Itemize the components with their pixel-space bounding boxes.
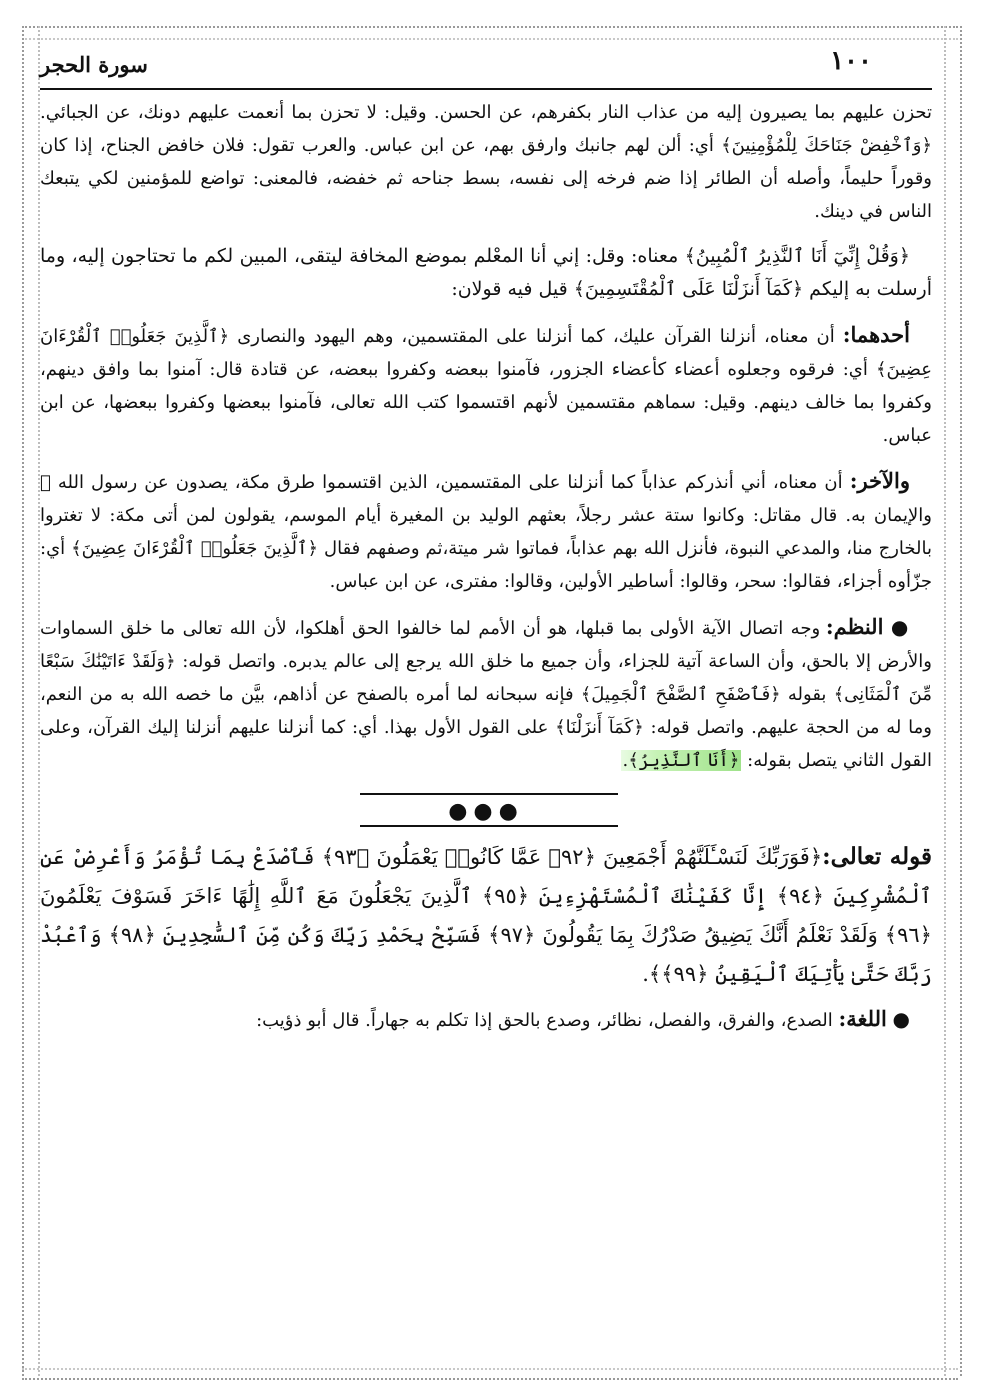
- surah-title: سورة الحجر: [40, 52, 148, 77]
- paragraph-lead: أحدهما:: [842, 322, 910, 347]
- section-separator: [40, 789, 932, 829]
- page-border-top: [22, 26, 958, 40]
- paragraph-second-view: [40, 464, 932, 598]
- paragraph-lugha: [40, 1002, 932, 1037]
- separator-dots: ●●●: [448, 799, 524, 824]
- paragraph-lead: النظم:: [825, 614, 884, 639]
- verses-lead: قوله تعالى:: [822, 843, 932, 870]
- paragraph-text: وجه اتصال الآية الأولى بما قبلها، هو أن الأمم لما خالفوا الحق أهلكوا، لأن الله تعالى ما خلق السماوات والأرض إلا بالحق، وأن الساعة آتية للجزاء، وأن جميع ما خلق الله يرجع إلى عالم يدبره. واتصل قوله: ﴿وَلَقَدْ ءَاتَيْنَٰكَ سَبْعًا مِّنَ ٱلْمَثَانِى﴾ بقوله ﴿فَٱصْفَحِ ٱلصَّفْحَ ٱلْجَمِيلَ﴾ فإنه سبحانه لما أمره بالصفح عن أذاهم، بيَّن ما خصه الله به من النعم، وما له من الحجة عليهم. واتصل قوله: ﴿كَمَآ أَنزَلْنَا﴾ على القول الأول بهذا. أي: كما أنزلنا عليهم أنزلنا إليك القرآن، وعلى القول الثاني يتصل بقوله:: [40, 618, 932, 771]
- page-border-bottom: [22, 1368, 958, 1380]
- page-content: [40, 96, 932, 1049]
- page-border-left: [22, 26, 40, 1376]
- separator-line: [360, 825, 618, 827]
- paragraph-text: أن معناه، أني أنذركم عذاباً كما أنزلنا على المقتسمين، الذين اقتسموا طرق مكة، يصدون عن رسول الله ﷺ والإيمان به. قال مقاتل: وكانوا ستة عشر رجلاً، بعثهم الوليد بن المغيرة أيام الموسم، يقولون لمن أتى مكة: لا تغتروا بالخارج منا، والمدعي النبوة، فأنزل الله بهم عذاباً، فماتوا شر ميتة،ثم وصفهم فقال ﴿ٱلَّذِينَ جَعَلُوا۟ ٱلْقُرْءَانَ عِضِينَ﴾ أي: جزّأوه أجزاء، فقالوا: سحر، وقالوا: أساطير الأولين، وقالوا: مفترى، عن ابن عباس.: [40, 472, 932, 592]
- paragraph-nazm: [40, 610, 932, 777]
- bullet-icon: ●: [890, 615, 911, 639]
- paragraph-lead: والآخر:: [849, 468, 910, 493]
- paragraph-text: ﴿وَقُلْ إِنِّيٓ أَنَا ٱلنَّذِيرُ ٱلْمُبِينُ﴾ معناه: وقل: إني أنا المعْلم بموضع المخافة ليتقى، المبين لكم ما تحتاجون إليه، وما أرسلت به إليكم ﴿كَمَآ أَنزَلْنَا عَلَى ٱلْمُقْتَسِمِينَ﴾ قيل فيه قولان:: [40, 245, 932, 300]
- paragraph-lead: اللغة:: [838, 1006, 887, 1031]
- page-header: [40, 44, 932, 90]
- page-number: ١٠٠: [830, 46, 872, 76]
- paragraph-text: تحزن عليهم بما يصيرون إليه من عذاب النار بكفرهم، عن الحسن. وقيل: لا تحزن بما أنعمت عليهم دونك، عن الجبائي. ﴿وَٱخْفِضْ جَنَاحَكَ لِلْمُؤْمِنِينَ﴾ أي: ألن لهم جانبك وارفق بهم، عن ابن عباس. والعرب تقول: فلان خافض الجناح، إذا كان وقوراً حليماً، وأصله أن الطائر إذا ضم فرخه إلى نفسه، بسط جناحه ثم خفضه، فالمعنى: تواضع للمؤمنين لكي يتبعك الناس في دينك.: [40, 102, 932, 222]
- paragraph-first-view: [40, 318, 932, 452]
- quran-verses: [40, 837, 932, 994]
- bullet-icon: ●: [892, 1007, 910, 1031]
- verses-text: ﴿فَوَرَبِّكَ لَنَسْـَٔلَنَّهُمْ أَجْمَعِينَ ﴿٩٢﴾ عَمَّا كَانُوا۟ يَعْمَلُونَ ﴿٩٣﴾ فَٱصْدَعْ بِمَا تُؤْمَرُ وَأَعْرِضْ عَنِ ٱلْمُشْرِكِينَ ﴿٩٤﴾ إِنَّا كَفَيْنَٰكَ ٱلْمُسْتَهْزِءِينَ ﴿٩٥﴾ ٱلَّذِينَ يَجْعَلُونَ مَعَ ٱللَّهِ إِلَٰهًا ءَاخَرَ فَسَوْفَ يَعْلَمُونَ ﴿٩٦﴾ وَلَقَدْ نَعْلَمُ أَنَّكَ يَضِيقُ صَدْرُكَ بِمَا يَقُولُونَ ﴿٩٧﴾ فَسَبِّحْ بِحَمْدِ رَبِّكَ وَكُن مِّنَ ٱلسَّٰجِدِينَ ﴿٩٨﴾ وَٱعْبُدْ رَبَّكَ حَتَّىٰ يَأْتِيَكَ ٱلْيَقِينُ ﴿٩٩﴾﴾.: [40, 845, 932, 986]
- page-border-right: [944, 26, 962, 1376]
- paragraph-verse-meaning: [40, 240, 932, 306]
- paragraph-text: أن معناه، أنزلنا القرآن عليك، كما أنزلنا على المقتسمين، وهم اليهود والنصارى ﴿ٱلَّذِينَ جَعَلُوا۟ ٱلْقُرْءَانَ عِضِينَ﴾ أي: فرقوه وجعلوه أعضاء كأعضاء الجزور، فآمنوا ببعضه وكفروا ببعضه، عن قتادة قال: آمنوا بما وافق دينهم، وكفروا بما خالف دينهم. وقيل: سماهم مقتسمين لأنهم اقتسموا كتب الله تعالى، فآمنوا ببعضها وكفروا ببعضها، عن ابن عباس.: [40, 326, 932, 446]
- paragraph-text: الصدع، والفرق، والفصل، نظائر، وصدع بالحق إذا تكلم به جهاراً. قال أبو ذؤيب:: [256, 1010, 839, 1031]
- highlighted-text[interactable]: ﴿أَنَا ٱلنَّذِيرُ﴾.: [622, 750, 740, 771]
- paragraph-intro: [40, 96, 932, 228]
